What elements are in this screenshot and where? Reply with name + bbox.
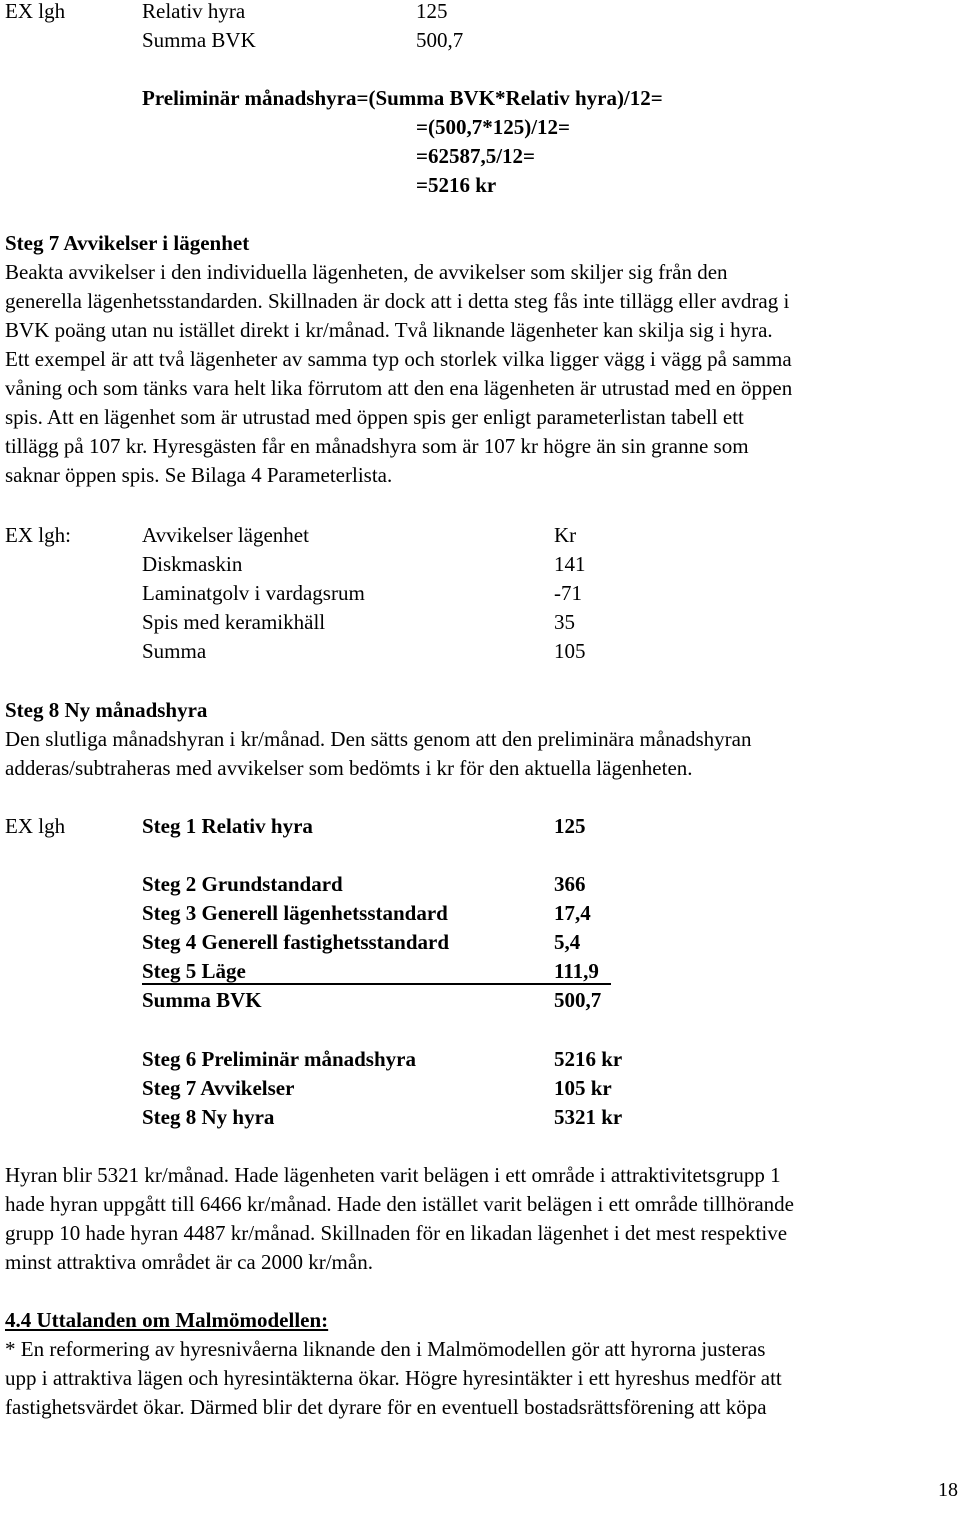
- ex3-step-value: 105 kr: [554, 1076, 612, 1100]
- ex3-step-value: 5216 kr: [554, 1047, 623, 1071]
- ex1-label: EX lgh: [5, 0, 66, 23]
- steg7-paragraph: [5, 258, 955, 490]
- formula-line-3: =62587,5/12=: [416, 144, 536, 168]
- conclusion-line: hade hyran uppgått till 6466 kr/månad. Hade den istället varit belägen i ett område tillhörande: [5, 1192, 794, 1216]
- ex3-row1-value: 125: [554, 814, 586, 838]
- ex3-sum-value: 500,7: [554, 988, 602, 1012]
- section-44-line: upp i attraktiva lägen och hyresintäkterna ökar. Högre hyresintäkter i ett hyreshus medför att: [5, 1366, 782, 1390]
- ex1-summa-bvk-value: 500,7: [416, 28, 464, 52]
- ex3-step-name: Steg 5 Läge: [142, 959, 246, 983]
- conclusion-line: grupp 10 hade hyran 4487 kr/månad. Skillnaden för en likadan lägenhet i det mest respektive: [5, 1221, 788, 1245]
- conclusion-line: Hyran blir 5321 kr/månad. Hade lägenheten varit belägen i ett område i attraktivitetsgrupp 1: [5, 1163, 781, 1187]
- ex2-header-name: Avvikelser lägenhet: [142, 523, 309, 547]
- ex2-row-name: Spis med keramikhäll: [142, 610, 326, 634]
- steg8-heading: Steg 8 Ny månadshyra: [5, 698, 208, 722]
- formula-line-4: =5216 kr: [416, 173, 497, 197]
- steg8-line: Den slutliga månadshyran i kr/månad. Den sätts genom att den preliminära månadshyran: [5, 727, 752, 751]
- ex3-step-name: Steg 7 Avvikelser: [142, 1076, 295, 1100]
- section-44-heading: 4.4 Uttalanden om Malmömodellen:: [5, 1308, 329, 1332]
- ex3-step-value: 5321 kr: [554, 1105, 623, 1129]
- steg8-paragraph: [5, 725, 955, 783]
- ex2-row-value: 35: [554, 610, 575, 634]
- ex2-row-name: Laminatgolv i vardagsrum: [142, 581, 365, 605]
- section-44-line: * En reformering av hyresnivåerna liknande den i Malmömodellen gör att hyrorna justeras: [5, 1337, 766, 1361]
- steg7-line: Beakta avvikelser i den individuella lägenheten, de avvikelser som skiljer sig från den: [5, 260, 728, 284]
- ex2-row-name: Diskmaskin: [142, 552, 243, 576]
- steg7-line: BVK poäng utan nu istället direkt i kr/månad. Två liknande lägenheter kan skilja sig i hyra.: [5, 318, 773, 342]
- steg7-heading: Steg 7 Avvikelser i lägenhet: [5, 231, 250, 255]
- ex2-row-value: 141: [554, 552, 586, 576]
- conclusion-line: minst attraktiva området är ca 2000 kr/mån.: [5, 1250, 373, 1274]
- ex3-step-name: Steg 8 Ny hyra: [142, 1105, 275, 1129]
- ex3-step-name: Steg 3 Generell lägenhetsstandard: [142, 901, 448, 925]
- steg7-line: spis. Att en lägenhet som är utrustad med öppen spis ger enligt parameterlistan tabell ett: [5, 405, 744, 429]
- steg7-line: våning och som tänks vara helt lika förrutom att den ena lägenheten är utrustad med en öppen: [5, 376, 793, 400]
- ex2-sum-name: Summa: [142, 639, 207, 663]
- section-44-line: fastighetsvärdet ökar. Därmed blir det dyrare för en eventuell bostadsrättsförening att köpa: [5, 1395, 767, 1419]
- ex3-row1-name: Steg 1 Relativ hyra: [142, 814, 313, 838]
- steg8-line: adderas/subtraheras med avvikelser som bedömts i kr för den aktuella lägenheten.: [5, 756, 693, 780]
- sum-underline-rule: [142, 983, 611, 985]
- steg7-line: generella lägenhetsstandarden. Skillnaden är dock att i detta steg fås inte tillägg eller avdrag i: [5, 289, 790, 313]
- ex2-row-value: -71: [554, 581, 582, 605]
- ex3-step-value: 5,4: [554, 930, 581, 954]
- ex3-sum-name: Summa BVK: [142, 988, 262, 1012]
- conclusion-paragraph: [5, 1161, 955, 1277]
- section-44-paragraph: [5, 1335, 955, 1422]
- ex3-step-value: 17,4: [554, 901, 591, 925]
- ex1-relativ-hyra-value: 125: [416, 0, 448, 23]
- ex1-summa-bvk-label: Summa BVK: [142, 28, 256, 52]
- formula-line-1: Preliminär månadshyra=(Summa BVK*Relativ hyra)/12=: [142, 86, 663, 110]
- ex2-label: EX lgh:: [5, 523, 71, 547]
- ex2-sum-value: 105: [554, 639, 586, 663]
- formula-line-2: =(500,7*125)/12=: [416, 115, 571, 139]
- ex3-label: EX lgh: [5, 814, 66, 838]
- steg7-line: saknar öppen spis. Se Bilaga 4 Parameterlista.: [5, 463, 393, 487]
- ex2-header-value: Kr: [554, 523, 577, 547]
- steg7-line: tillägg på 107 kr. Hyresgästen får en månadshyra som är 107 kr högre än sin granne som: [5, 434, 749, 458]
- page-number: 18: [938, 1479, 958, 1501]
- ex3-step-value: 366: [554, 872, 586, 896]
- ex3-step-name: Steg 4 Generell fastighetsstandard: [142, 930, 450, 954]
- ex1-relativ-hyra-label: Relativ hyra: [142, 0, 246, 23]
- ex3-step-value: 111,9: [554, 959, 599, 983]
- steg7-line: Ett exempel är att två lägenheter av samma typ och storlek vilka ligger vägg i vägg på samma: [5, 347, 792, 371]
- ex3-step-name: Steg 6 Preliminär månadshyra: [142, 1047, 416, 1071]
- ex3-step-name: Steg 2 Grundstandard: [142, 872, 343, 896]
